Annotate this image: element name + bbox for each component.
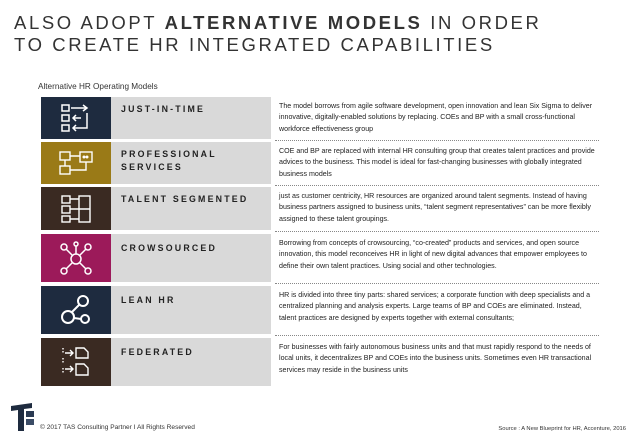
model-icon-box [41,142,111,184]
three-nodes-icon [59,293,93,327]
segmented-grid-icon [59,193,93,225]
model-icon-box [41,187,111,230]
title-line1-prefix: ALSO ADOPT [14,12,165,33]
model-label: JUST-IN-TIME [111,97,271,139]
model-label: TALENT SEGMENTED [111,187,271,230]
tas-logo-icon [10,402,36,432]
row-divider [275,231,599,232]
model-label: FEDERATED [111,338,271,386]
model-label: PROFESSIONAL SERVICES [111,142,271,184]
source-citation: Source : A New Blueprint for HR, Accenture, 2016 [498,426,626,432]
model-row-crowsourced [41,234,599,282]
model-description: COE and BP are replaced with internal HR consulting group that creates talent practices and provide advices to the business. This model is ideal for fast-changing businesses with globally integrated business models [279,147,595,178]
model-icon-box [41,286,111,334]
model-row-professional-services [41,142,599,184]
model-icon-box [41,234,111,282]
hub-network-icon [58,240,94,276]
model-label: LEAN HR [111,286,271,334]
model-row-talent-segmented [41,187,599,230]
model-row-lean-hr [41,286,599,334]
section-subtitle: Alternative HR Operating Models [38,82,158,91]
page-title [14,12,541,56]
model-label: CROWSOURCED [111,234,271,282]
model-description: Borrowing from concepts of crowsourcing, “co-created” products and services, and open source innovation, this model reconceives HR in light of new digital advances that empower employees to define their own talent practices. Using social and other technologies. [279,239,587,270]
connected-blocks-icon [58,148,94,178]
title-line2: TO CREATE HR INTEGRATED CAPABILITIES [14,34,495,55]
row-divider [275,335,599,336]
row-divider [275,140,599,141]
model-description: just as customer centricity, HR resources are organized around talent segments. Instead of having business partners assigned to business units, “talent segment representatives” can be more flexibly assigned to these talent groupings. [279,192,591,223]
company-logo [10,402,36,437]
model-row-just-in-time [41,97,599,139]
model-description: The model borrows from agile software development, open innovation and lean Six Sigma to deliver innovative, digitally-enabled solutions by replacing. COEs and BP with a small cross-functional workforce effectiveness group [279,102,593,133]
model-row-federated [41,338,599,386]
flow-arrows-icon [59,102,93,134]
model-description: HR is divided into three tiny parts: shared services; a corporate function with deep specialists and a centralized planning and analysis experts. Large teams of BP and COEs are eliminated. Instead, talent practices are designed by experts together with external consultants; [279,291,591,322]
federated-docs-icon [59,345,93,379]
model-description: For businesses with fairly autonomous business units and that must rapidly respond to the needs of local units, it decentralizes BP and COEs into the business units. Sometimes even HR transactional services may reside in the business units [279,343,592,374]
title-line1-suffix: IN ORDER [422,12,542,33]
copyright-text: © 2017 TAS Consulting Partner I All Rights Reserved [40,424,195,431]
row-divider [275,283,599,284]
model-icon-box [41,97,111,139]
title-line1-bold: ALTERNATIVE MODELS [164,12,423,33]
model-icon-box [41,338,111,386]
row-divider [275,185,599,186]
